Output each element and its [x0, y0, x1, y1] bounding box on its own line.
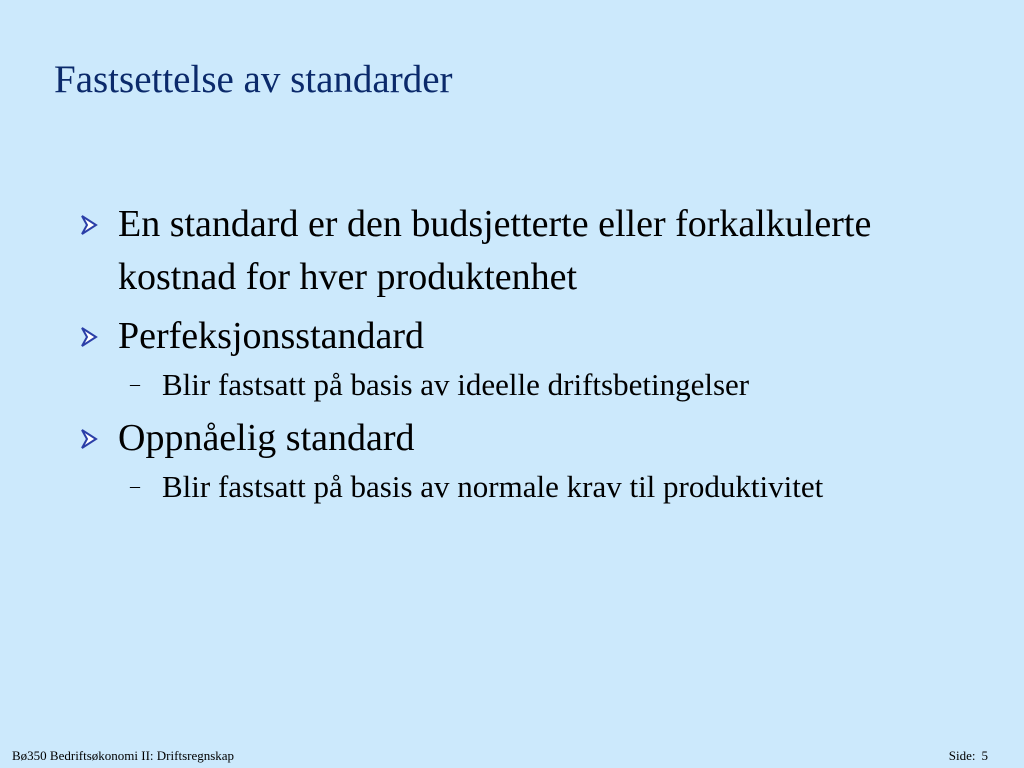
bullet-text: Perfeksjonsstandard — [118, 315, 425, 357]
bullet-text: Oppnåelig standard — [118, 417, 415, 459]
page-number: 5 — [981, 748, 988, 763]
dash-marker: – — [130, 373, 140, 395]
page-label: Side: — [948, 748, 976, 763]
sub-bullet-text: Blir fastsatt på basis av normale krav til produktivitet — [162, 469, 824, 504]
sub-bullet-item — [80, 465, 980, 508]
slide-title: Fastsettelse av standarder — [54, 58, 453, 101]
sub-bullet-text: Blir fastsatt på basis av ideelle driftsbetingelser — [162, 367, 750, 402]
footer-page — [949, 748, 988, 764]
bullet-text: En standard er den budsjetterte eller forkalkulerte kostnad for hver produktenhet — [118, 203, 872, 298]
arrow-right-icon — [80, 327, 98, 347]
bullet-item — [80, 198, 980, 304]
dash-marker: – — [130, 475, 140, 497]
bullet-item — [80, 310, 980, 363]
arrow-right-icon — [80, 429, 98, 449]
bullet-list — [80, 198, 980, 514]
sub-bullet-item — [80, 363, 980, 406]
footer-course: Bø350 Bedriftsøkonomi II: Driftsregnskap — [12, 748, 235, 763]
bullet-item — [80, 412, 980, 465]
arrow-right-icon — [80, 215, 98, 235]
